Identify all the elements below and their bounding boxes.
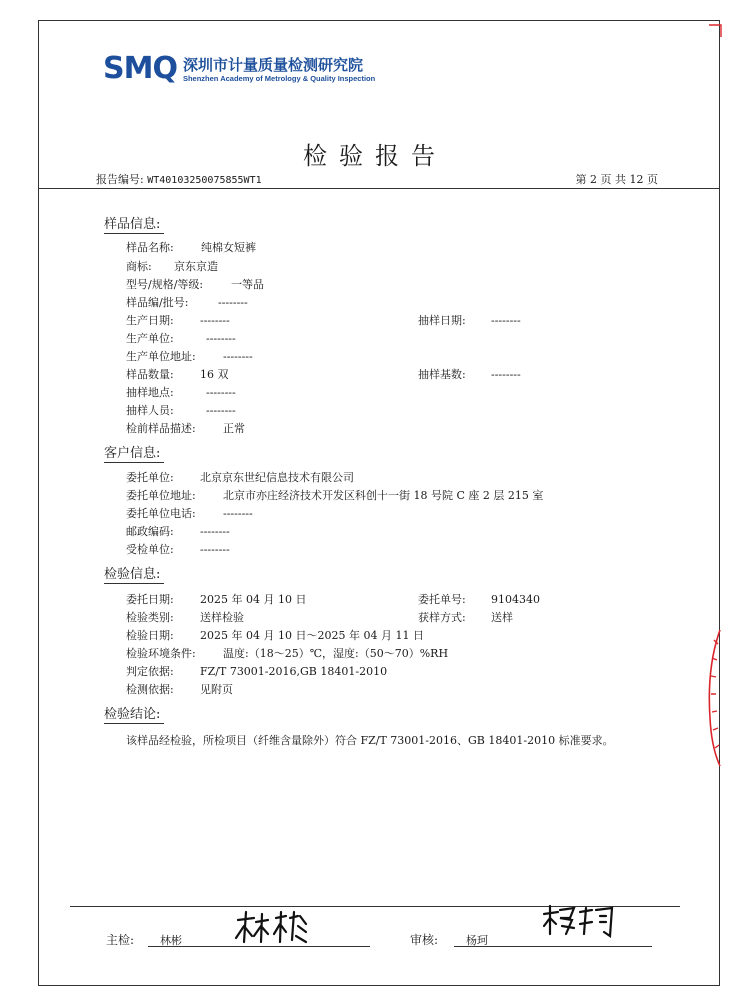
client-unit-row <box>126 471 354 485</box>
org-name-en: Shenzhen Academy of Metrology & Quality Inspection <box>182 73 376 83</box>
field-value: -------- <box>200 543 230 556</box>
org-name-cn: 深圳市计量质量检测研究院 <box>182 55 363 74</box>
field-value: 温度:（18～25）℃，湿度:（50～70）%RH <box>223 647 449 660</box>
sampling-base-row <box>418 368 521 382</box>
sample-quantity-row <box>126 368 229 382</box>
field-value: 纯棉女短裤 <box>201 241 256 254</box>
inspection-type-row <box>126 611 244 625</box>
brand-row <box>126 260 218 274</box>
field-label: 生产单位地址: <box>126 350 196 363</box>
field-value: -------- <box>223 507 253 520</box>
field-label: 委托日期: <box>126 593 174 606</box>
postcode-row <box>126 525 230 539</box>
producer-row <box>126 332 236 346</box>
test-basis-row <box>126 683 233 697</box>
field-value: FZ/T 73001-2016,GB 18401-2010 <box>200 665 388 678</box>
field-label: 样品数量: <box>126 368 174 381</box>
header-divider <box>38 188 720 189</box>
field-label: 检验日期: <box>126 629 174 642</box>
entrust-date-row <box>126 593 307 607</box>
field-label: 商标: <box>126 260 152 273</box>
field-value: 北京京东世纪信息技术有限公司 <box>200 471 354 484</box>
sampling-person-row <box>126 404 236 418</box>
model-row <box>126 278 264 292</box>
corner-mark-icon <box>708 24 722 38</box>
field-value: 北京市亦庄经济技术开发区科创十一街 18 号院 C 座 2 层 215 室 <box>223 489 544 502</box>
main-inspector-signature-icon <box>232 908 312 948</box>
inspected-unit-row <box>126 543 230 557</box>
section-client-heading: 客户信息: <box>104 446 164 463</box>
main-inspector-label: 主检: <box>106 933 135 947</box>
conclusion-text: 该样品经检验，所检项目（纤维含量除外）符合 FZ/T 73001-2016、GB 18401-2010 标准要求。 <box>126 734 614 747</box>
reviewer-signature-icon <box>540 904 618 948</box>
section-conclusion-heading: 检验结论: <box>104 707 164 724</box>
report-number <box>96 171 262 187</box>
field-value: 京东京造 <box>174 260 218 273</box>
client-phone-row <box>126 507 253 521</box>
field-value: 16 双 <box>200 368 229 381</box>
field-label: 抽样地点: <box>126 386 174 399</box>
field-label: 委托单位: <box>126 471 174 484</box>
sampling-date-row <box>418 314 521 328</box>
org-logo <box>103 51 376 86</box>
reviewer-label: 审核: <box>410 933 439 947</box>
field-value: -------- <box>206 386 236 399</box>
field-label: 检验类别: <box>126 611 174 624</box>
page-info: 第 2 页 共 12 页 <box>575 173 658 186</box>
environment-row <box>126 647 449 661</box>
production-date-row <box>126 314 230 328</box>
field-value: -------- <box>491 368 521 381</box>
order-number-row <box>418 593 540 607</box>
field-label: 检前样品描述: <box>126 422 196 435</box>
field-label: 邮政编码: <box>126 525 174 538</box>
sampling-place-row <box>126 386 236 400</box>
batch-row <box>126 296 248 310</box>
field-value: 见附页 <box>200 683 233 696</box>
inspection-date-row <box>126 629 424 643</box>
field-value: -------- <box>206 404 236 417</box>
logo-abbr: SMQ <box>103 51 177 86</box>
section-inspection-heading: 检验信息: <box>104 567 164 584</box>
field-label: 检测依据: <box>126 683 174 696</box>
report-title: 检验报告 <box>303 142 447 170</box>
field-label: 生产日期: <box>126 314 174 327</box>
field-value: 送样 <box>491 611 513 624</box>
field-value: 2025 年 04 月 10 日～2025 年 04 月 11 日 <box>200 629 424 642</box>
field-value: -------- <box>223 350 253 363</box>
stamp-edge-icon <box>702 628 722 768</box>
field-value: -------- <box>200 314 230 327</box>
report-number-label: 报告编号: <box>96 173 144 186</box>
main-inspector-name: 林彬 <box>160 934 182 947</box>
field-label: 样品编/批号: <box>126 296 189 309</box>
field-label: 生产单位: <box>126 332 174 345</box>
sample-method-row <box>418 611 513 625</box>
field-label: 委托单号: <box>418 593 466 606</box>
field-label: 检验环境条件: <box>126 647 196 660</box>
field-value: -------- <box>218 296 248 309</box>
judgment-basis-row <box>126 665 388 679</box>
field-label: 受检单位: <box>126 543 174 556</box>
field-value: 9104340 <box>491 593 540 606</box>
field-value: 一等品 <box>231 278 264 291</box>
field-label: 委托单位电话: <box>126 507 196 520</box>
field-label: 型号/规格/等级: <box>126 278 204 291</box>
sample-description-row <box>126 422 245 436</box>
reviewer-name: 杨珂 <box>466 934 488 947</box>
producer-address-row <box>126 350 253 364</box>
field-value: -------- <box>206 332 236 345</box>
field-label: 样品名称: <box>126 241 174 254</box>
field-label: 获样方式: <box>418 611 466 624</box>
field-label: 委托单位地址: <box>126 489 196 502</box>
field-label: 抽样日期: <box>418 314 466 327</box>
report-number-value: WT4010325007585​5WT1 <box>147 175 262 186</box>
field-label: 抽样基数: <box>418 368 466 381</box>
field-label: 抽样人员: <box>126 404 174 417</box>
field-value: -------- <box>491 314 521 327</box>
sample-name-row <box>126 241 256 255</box>
field-value: 2025 年 04 月 10 日 <box>200 593 307 606</box>
field-value: -------- <box>200 525 230 538</box>
field-value: 送样检验 <box>200 611 244 624</box>
section-sample-heading: 样品信息: <box>104 217 164 234</box>
client-address-row <box>126 489 544 503</box>
field-label: 判定依据: <box>126 665 174 678</box>
field-value: 正常 <box>223 422 245 435</box>
